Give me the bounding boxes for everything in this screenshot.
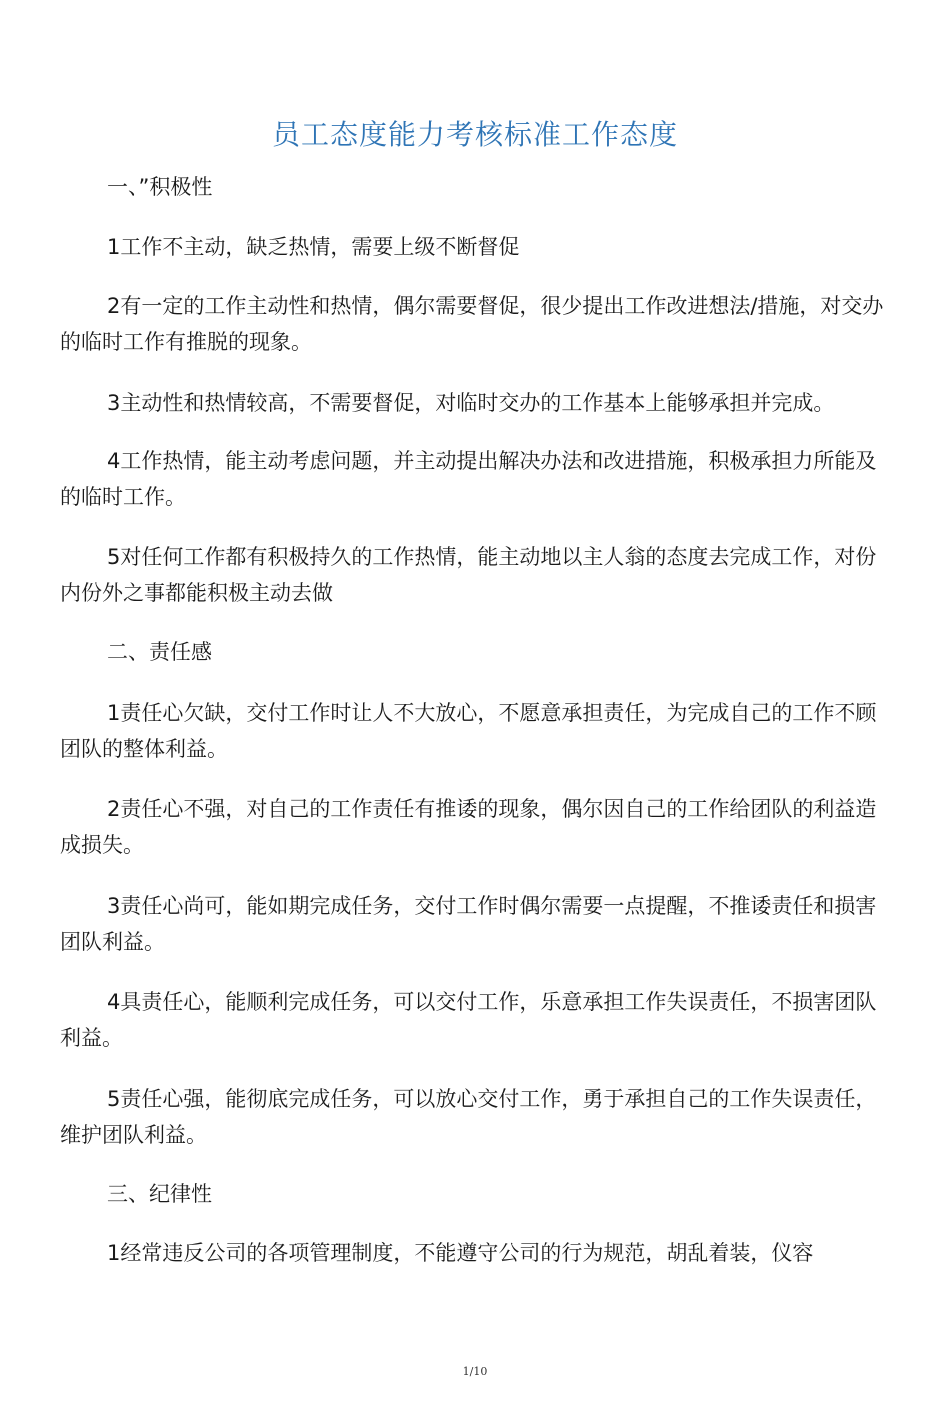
section-heading-responsibility: 二、责任感	[107, 640, 212, 664]
paragraph: 4具责任心，能顺利完成任务，可以交付工作，乐意承担工作失误责任，不损害团队利益。	[60, 990, 877, 1050]
paragraph: 1责任心欠缺，交付工作时让人不大放心，不愿意承担责任，为完成自己的工作不顾团队的整体利益。	[60, 701, 877, 761]
paragraph: 2责任心不强，对自己的工作责任有推诿的现象，偶尔因自己的工作给团队的利益造成损失。	[60, 797, 877, 857]
page-number: 1/10	[462, 1365, 488, 1378]
document-title: 员工态度能力考核标准工作态度	[271, 118, 678, 151]
paragraph: 2有一定的工作主动性和热情，偶尔需要督促，很少提出工作改进想法/措施，对交办的临时工作有推脱的现象。	[60, 294, 884, 354]
paragraph: 5对任何工作都有积极持久的工作热情，能主动地以主人翁的态度去完成工作，对份内份外之事都能积极主动去做	[60, 545, 877, 605]
paragraph: 1工作不主动，缺乏热情，需要上级不断督促	[107, 235, 520, 259]
paragraph: 3责任心尚可，能如期完成任务，交付工作时偶尔需要一点提醒，不推诿责任和损害团队利益。	[60, 894, 877, 954]
paragraph: 5责任心强，能彻底完成任务，可以放心交付工作，勇于承担自己的工作失误责任，维护团队利益。	[60, 1087, 877, 1147]
paragraph: 1经常违反公司的各项管理制度，不能遵守公司的行为规范，胡乱着装，仪容	[107, 1241, 814, 1265]
paragraph: 3主动性和热情较高，不需要督促，对临时交办的工作基本上能够承担并完成。	[107, 391, 835, 415]
section-heading-initiative: 一、”积极性	[107, 175, 213, 199]
section-heading-discipline: 三、纪律性	[107, 1182, 212, 1206]
paragraph: 4工作热情，能主动考虑问题，并主动提出解决办法和改进措施，积极承担力所能及的临时工作。	[60, 449, 877, 509]
